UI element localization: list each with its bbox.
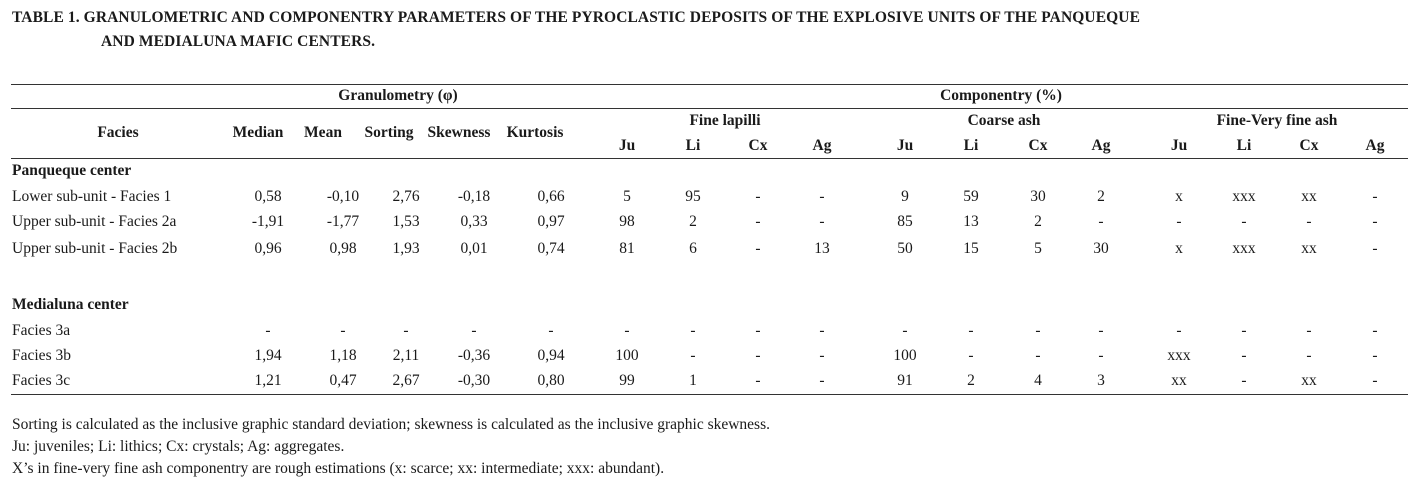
componentry-cell: - <box>690 347 696 364</box>
granulometry-cell: 1,94 <box>254 347 282 364</box>
componentry-cell: xxx <box>1232 240 1256 257</box>
granulometry-cell: 0,97 <box>537 213 565 230</box>
header-bottom-rule <box>11 158 1408 159</box>
componentry-cell: - <box>755 240 761 257</box>
componentry-cell: 6 <box>689 240 697 257</box>
componentry-cell: 9 <box>901 188 909 205</box>
componentry-cell: - <box>1176 322 1182 339</box>
granulometry-cell: - <box>340 322 346 339</box>
componentry-cell: 99 <box>619 372 635 389</box>
granulometry-cell: 0,74 <box>537 240 565 257</box>
table-notes <box>12 414 770 480</box>
group-title: Panqueque center <box>12 162 132 179</box>
subheader-4: Ag <box>812 137 832 154</box>
componentry-cell: - <box>1372 188 1378 205</box>
componentry-cell: - <box>1098 347 1104 364</box>
fine-lapilli-header: Fine lapilli <box>689 112 761 129</box>
granulometry-cell: 0,94 <box>537 347 565 364</box>
skewness-header: Skewness <box>427 124 491 141</box>
bottom-rule <box>11 394 1408 395</box>
componentry-cell: 98 <box>619 213 635 230</box>
componentry-cell: - <box>624 322 630 339</box>
granulometry-cell: 2,67 <box>392 372 420 389</box>
subheader-9: Ju <box>1170 137 1188 154</box>
componentry-cell: 50 <box>897 240 913 257</box>
componentry-cell: - <box>690 322 696 339</box>
granulometry-cell: 0,47 <box>329 372 357 389</box>
facies-cell: Facies 3b <box>12 347 71 364</box>
sorting-header: Sorting <box>364 124 414 141</box>
granulometry-cell: -1,77 <box>326 213 360 230</box>
componentry-cell: - <box>1306 213 1312 230</box>
granulometry-cell: -1,91 <box>251 213 285 230</box>
caption-line-1: TABLE 1. GRANULOMETRIC AND COMPONENTRY PARAMETERS OF THE PYROCLASTIC DEPOSITS OF THE EXPLOSIVE UNITS OF THE PANQUEQUE <box>12 9 1141 26</box>
granulometry-cell: - <box>548 322 554 339</box>
componentry-cell: - <box>819 213 825 230</box>
componentry-cell: - <box>1241 347 1247 364</box>
group-header-rule <box>11 108 1408 109</box>
subheader-5: Ju <box>896 137 914 154</box>
facies-cell: Facies 3c <box>12 372 71 389</box>
componentry-cell: 3 <box>1097 372 1105 389</box>
granulometry-cell: 0,33 <box>460 213 488 230</box>
componentry-cell: 13 <box>963 213 979 230</box>
componentry-cell: - <box>968 322 974 339</box>
median-header: Median <box>232 124 284 141</box>
granulometry-cell: 1,21 <box>254 372 282 389</box>
componentry-header: Componentry (%) <box>940 87 1062 104</box>
note-estimations: X’s in fine-very fine ash componentry are rough estimations (x: scarce; xx: intermediate; xxx: abundant). <box>12 460 665 477</box>
facies-header: Facies <box>97 124 139 141</box>
componentry-cell: 2 <box>967 372 975 389</box>
componentry-cell: - <box>755 372 761 389</box>
componentry-cell: xx <box>1301 372 1317 389</box>
granulometry-cell: -0,30 <box>457 372 491 389</box>
componentry-cell: - <box>819 188 825 205</box>
coarse-ash-header: Coarse ash <box>967 112 1041 129</box>
componentry-cell: - <box>1241 322 1247 339</box>
componentry-cell: xxx <box>1167 347 1191 364</box>
granulometry-cell: 2,11 <box>392 347 420 364</box>
granulometry-cell: - <box>265 322 271 339</box>
componentry-cell: 30 <box>1030 188 1046 205</box>
componentry-cell: - <box>755 347 761 364</box>
kurtosis-header: Kurtosis <box>506 124 564 141</box>
granulometry-cell: -0,18 <box>457 188 491 205</box>
facies-cell: Lower sub-unit - Facies 1 <box>12 188 172 205</box>
mean-header: Mean <box>304 124 342 141</box>
componentry-cell: xx <box>1301 240 1317 257</box>
granulometry-cell: 0,98 <box>329 240 357 257</box>
componentry-cell: - <box>1098 213 1104 230</box>
componentry-cell: - <box>1241 372 1247 389</box>
componentry-cell: x <box>1175 188 1183 205</box>
granulometry-cell: 2,76 <box>392 188 420 205</box>
componentry-cell: xx <box>1171 372 1187 389</box>
componentry-cell: 1 <box>689 372 697 389</box>
componentry-cell: - <box>1306 322 1312 339</box>
granulometry-cell: -0,10 <box>326 188 360 205</box>
componentry-cell: - <box>1372 213 1378 230</box>
subheader-7: Cx <box>1028 137 1048 154</box>
componentry-cell: - <box>755 213 761 230</box>
granulometry-cell: - <box>403 322 409 339</box>
componentry-cell: - <box>1098 322 1104 339</box>
subheader-8: Ag <box>1091 137 1111 154</box>
subheader-3: Cx <box>748 137 768 154</box>
granulometry-cell: -0,36 <box>457 347 491 364</box>
note-abbreviations: Ju: juveniles; Li: lithics; Cx: crystals; Ag: aggregates. <box>12 438 345 455</box>
componentry-cell: - <box>819 372 825 389</box>
componentry-cell: 100 <box>893 347 917 364</box>
granulometry-cell: - <box>471 322 477 339</box>
componentry-cell: - <box>1372 347 1378 364</box>
subheader-1: Ju <box>618 137 636 154</box>
facies-cell: Upper sub-unit - Facies 2b <box>12 240 178 257</box>
fine-ash-header: Fine-Very fine ash <box>1216 112 1338 129</box>
componentry-cell: - <box>1176 213 1182 230</box>
facies-cell: Facies 3a <box>12 322 71 339</box>
componentry-cell: 5 <box>623 188 631 205</box>
table-caption <box>12 6 1412 54</box>
componentry-cell: - <box>819 347 825 364</box>
granulometry-cell: 0,96 <box>254 240 282 257</box>
granulometry-cell: 0,80 <box>537 372 565 389</box>
componentry-cell: - <box>1372 372 1378 389</box>
granulometry-cell: 0,58 <box>254 188 282 205</box>
granulometry-cell: 0,01 <box>460 240 488 257</box>
componentry-cell: 100 <box>615 347 639 364</box>
componentry-cell: - <box>1035 322 1041 339</box>
componentry-cell: - <box>902 322 908 339</box>
componentry-cell: 2 <box>689 213 697 230</box>
componentry-cell: 2 <box>1097 188 1105 205</box>
caption-line-2: AND MEDIALUNA MAFIC CENTERS. <box>101 33 376 50</box>
componentry-cell: 95 <box>685 188 701 205</box>
componentry-cell: 2 <box>1034 213 1042 230</box>
componentry-cell: 15 <box>963 240 979 257</box>
componentry-cell: 59 <box>963 188 979 205</box>
componentry-cell: - <box>1372 322 1378 339</box>
componentry-cell: 30 <box>1093 240 1109 257</box>
componentry-cell: 5 <box>1034 240 1042 257</box>
componentry-cell: - <box>1241 213 1247 230</box>
componentry-cell: xxx <box>1232 188 1256 205</box>
granulometry-cell: 1,53 <box>392 213 420 230</box>
componentry-cell: 81 <box>619 240 635 257</box>
subheader-11: Cx <box>1299 137 1319 154</box>
subheader-2: Li <box>685 137 701 154</box>
granulometry-cell: 0,66 <box>537 188 565 205</box>
componentry-cell: 85 <box>897 213 913 230</box>
componentry-cell: - <box>819 322 825 339</box>
componentry-cell: x <box>1175 240 1183 257</box>
componentry-cell: - <box>1306 347 1312 364</box>
subheader-10: Li <box>1236 137 1252 154</box>
granulometry-header: Granulometry (φ) <box>338 87 458 104</box>
componentry-cell: - <box>755 322 761 339</box>
granulometry-cell: 1,93 <box>392 240 420 257</box>
subheader-12: Ag <box>1365 137 1385 154</box>
componentry-cell: - <box>755 188 761 205</box>
componentry-cell: xx <box>1301 188 1317 205</box>
componentry-cell: 13 <box>814 240 830 257</box>
granulometry-cell: 1,18 <box>329 347 357 364</box>
componentry-cell: 91 <box>897 372 913 389</box>
facies-cell: Upper sub-unit - Facies 2a <box>12 213 177 230</box>
componentry-cell: - <box>1035 347 1041 364</box>
componentry-cell: 4 <box>1034 372 1042 389</box>
componentry-cell: - <box>968 347 974 364</box>
componentry-cell: - <box>1372 240 1378 257</box>
note-sorting: Sorting is calculated as the inclusive graphic standard deviation; skewness is calculated as the inclusive graphic skewness. <box>12 416 770 433</box>
top-rule <box>11 84 1408 85</box>
group-title: Medialuna center <box>12 296 129 313</box>
subheader-6: Li <box>963 137 979 154</box>
